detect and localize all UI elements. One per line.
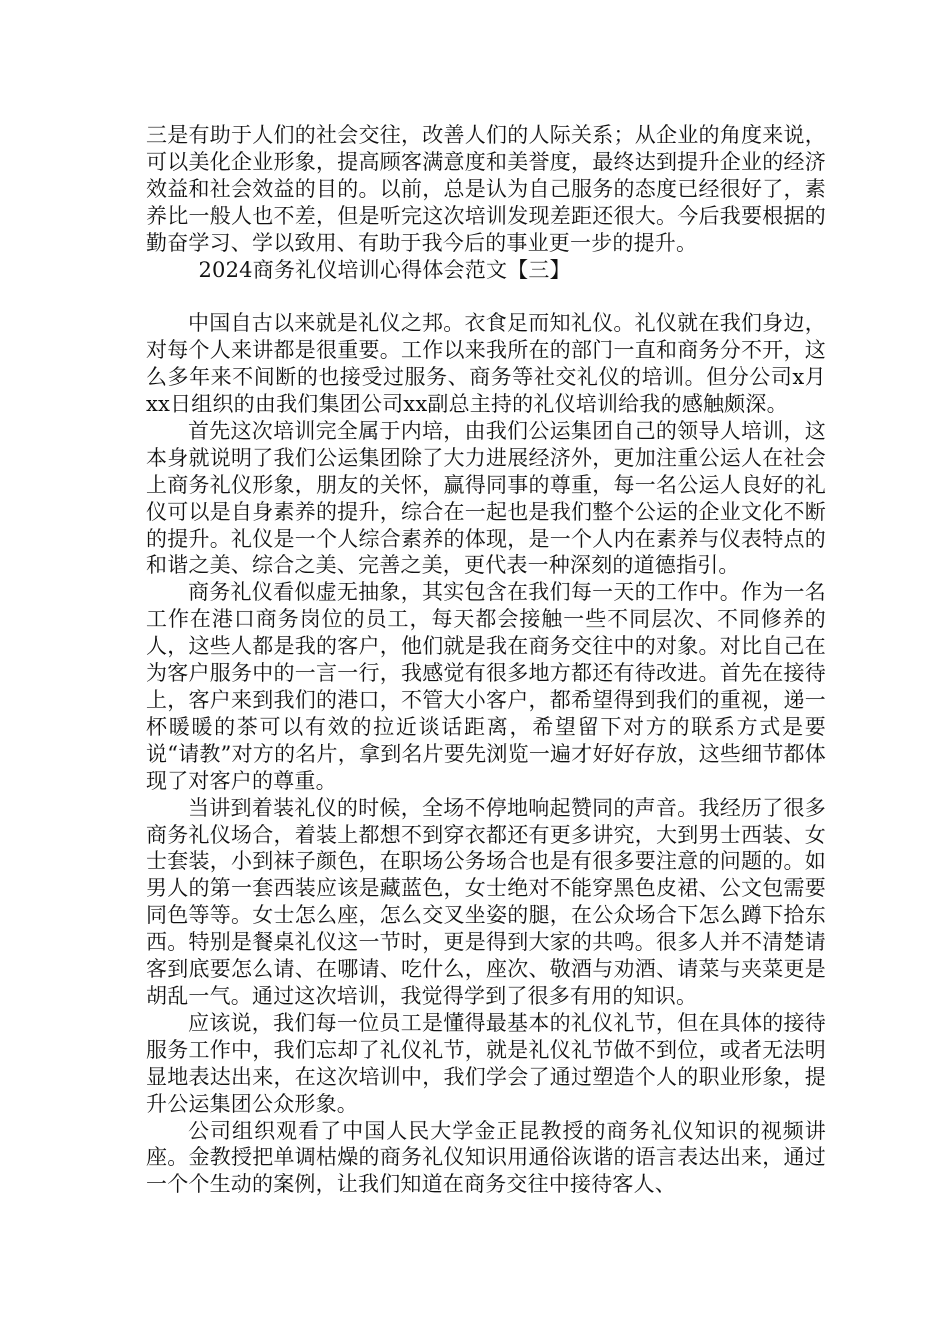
document-page	[146, 122, 826, 1198]
paragraph-1: 中国自古以来就是礼仪之邦。衣食足而知礼仪。礼仪就在我们身边，对每个人来讲都是很重要。工作以来我所在的部门一直和商务分不开，这么多年来不间断的也接受过服务、商务等社交礼仪的培训。但分公司x月xx日组织的由我们集团公司xx副总主持的礼仪培训给我的感触颇深。	[146, 311, 826, 417]
paragraph-6: 公司组织观看了中国人民大学金正昆教授的商务礼仪知识的视频讲座。金教授把单调枯燥的商务礼仪知识用通俗诙谐的语言表达出来，通过一个个生动的案例，让我们知道在商务交往中接待客人、	[146, 1118, 826, 1197]
blank-line	[146, 283, 826, 310]
paragraph-5: 应该说，我们每一位员工是懂得最基本的礼仪礼节，但在具体的接待服务工作中，我们忘却了礼仪礼节，就是礼仪礼节做不到位，或者无法明显地表达出来，在这次培训中，我们学会了通过塑造个人的职业形象，提升公运集团公众形象。	[146, 1010, 826, 1116]
section-heading: 2024商务礼仪培训心得体会范文【三】	[198, 257, 571, 282]
paragraph-3: 商务礼仪看似虚无抽象，其实包含在我们每一天的工作中。作为一名工作在港口商务岗位的员工，每天都会接触一些不同层次、不同修养的人，这些人都是我的客户，他们就是我在商务交往中的对象。对比自己在为客户服务中的一言一行，我感觉有很多地方都还有待改进。首先在接待上，客户来到我们的港口，不管大小客户，都希望得到我们的重视，递一杯暖暖的茶可以有效的拉近谈话距离，希望留下对方的联系方式是要说“请教”对方的名片，拿到名片要先浏览一遍才好好存放，这些细节都体现了对客户的尊重。	[146, 580, 826, 793]
paragraph-4: 当讲到着装礼仪的时候，全场不停地响起赞同的声音。我经历了很多商务礼仪场合，着装上都想不到穿衣都还有更多讲究，大到男士西装、女士套装，小到袜子颜色，在职场公务场合也是有很多要注意的问题的。如男人的第一套西装应该是藏蓝色，女士绝对不能穿黑色皮裙、公文包需要同色等等。女士怎么座，怎么交叉坐姿的腿，在公众场合下怎么蹲下拾东西。特别是餐桌礼仪这一节时，更是得到大家的共鸣。很多人并不清楚请客到底要怎么请、在哪请、吃什么，座次、敬酒与劝酒、请菜与夹菜更是胡乱一气。通过这次培训，我觉得学到了很多有用的知识。	[146, 795, 826, 1008]
paragraph-intro-continuation: 三是有助于人们的社会交往，改善人们的人际关系；从企业的角度来说，可以美化企业形象，提高顾客满意度和美誉度，最终达到提升企业的经济效益和社会效益的目的。以前，总是认为自己服务的态度已经很好了，素养比一般人也不差，但是听完这次培训发现差距还很大。今后我要根据的勤奋学习、学以致用、有助于我今后的事业更一步的提升。	[146, 123, 826, 255]
paragraph-2: 首先这次培训完全属于内培，由我们公运集团自己的领导人培训，这本身就说明了我们公运集团除了大力进展经济外，更加注重公运人在社会上商务礼仪形象，朋友的关怀，赢得同事的尊重，每一名公运人良好的礼仪可以是自身素养的提升，综合在一起也是我们整个公运的企业文化不断的提升。礼仪是一个人综合素养的体现，是一个人内在素养与仪表特点的和谐之美、综合之美、完善之美，更代表一种深刻的道德指引。	[146, 418, 826, 578]
